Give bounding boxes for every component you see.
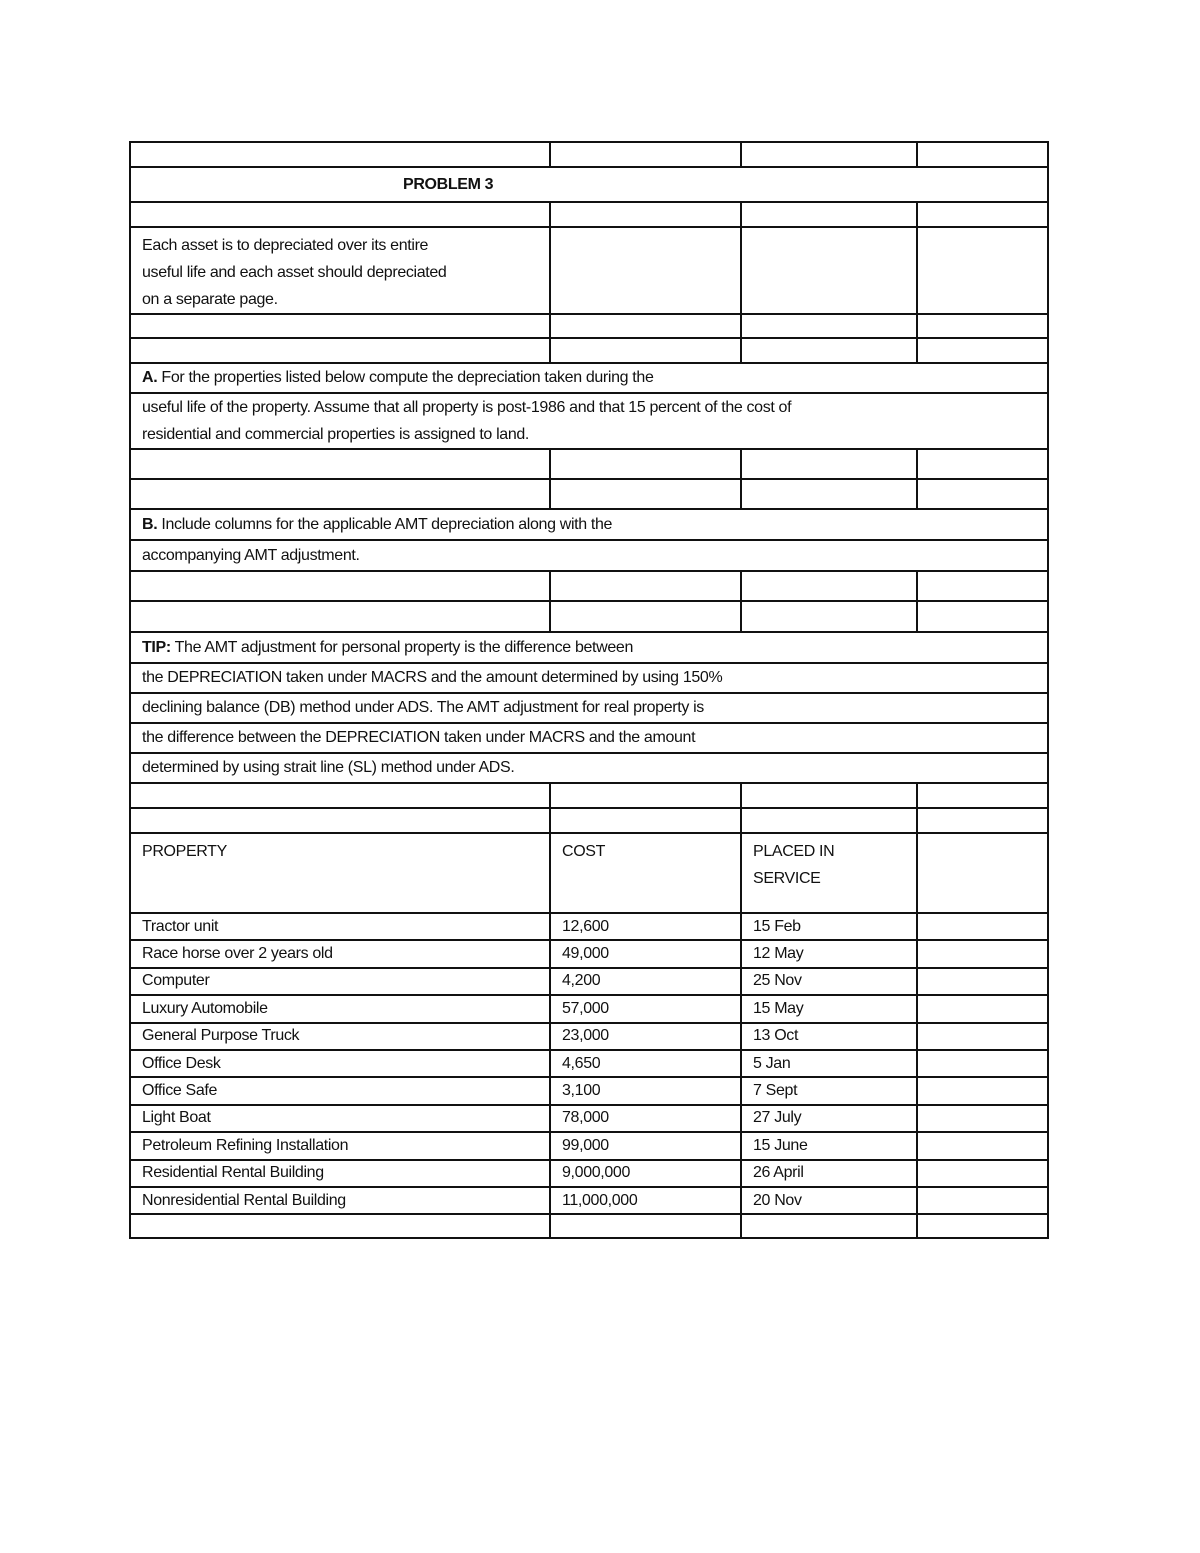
property-name: Office Desk [130, 1050, 550, 1077]
part-b-row [130, 540, 1048, 571]
part-b-label: B. [142, 515, 158, 533]
property-placed: 15 Feb [741, 913, 917, 940]
tip-row [130, 663, 1048, 693]
property-cost: 9,000,000 [550, 1160, 741, 1187]
property-name: Nonresidential Rental Building [130, 1187, 550, 1214]
blank-row [130, 338, 1048, 363]
property-name: Light Boat [130, 1105, 550, 1132]
tip-row [130, 632, 1048, 663]
property-cost: 57,000 [550, 995, 741, 1022]
part-b-line2: accompanying AMT adjustment. [130, 540, 1048, 571]
part-b-line1 [130, 509, 1048, 540]
tip-label: TIP: [142, 638, 171, 656]
blank-row [130, 479, 1048, 509]
part-a-line1 [130, 363, 1048, 393]
table-row [130, 1077, 1048, 1104]
property-name: Petroleum Refining Installation [130, 1132, 550, 1159]
blank-row [130, 1214, 1048, 1238]
property-name: Race horse over 2 years old [130, 940, 550, 967]
empty-cell [917, 940, 1048, 967]
property-cost: 4,650 [550, 1050, 741, 1077]
part-a-line3: residential and commercial properties is assigned to land. [142, 426, 530, 443]
table-row [130, 1023, 1048, 1050]
property-placed: 20 Nov [741, 1187, 917, 1214]
tip-line5: determined by using strait line (SL) method under ADS. [130, 753, 1048, 783]
blank-row [130, 601, 1048, 632]
property-cost: 49,000 [550, 940, 741, 967]
part-a-continued [130, 393, 1048, 449]
blank-row [130, 571, 1048, 601]
property-placed: 15 May [741, 995, 917, 1022]
part-b-text: Include columns for the applicable AMT depreciation along with the [157, 515, 613, 533]
tip-line3: declining balance (DB) method under ADS. The AMT adjustment for real property is [130, 693, 1048, 723]
property-cost: 99,000 [550, 1132, 741, 1159]
property-placed: 13 Oct [741, 1023, 917, 1050]
blank-row [130, 449, 1048, 479]
empty-cell [917, 1187, 1048, 1214]
header-placed-line2: SERVICE [753, 870, 821, 887]
intro-line: useful life and each asset should depreciated [142, 264, 447, 281]
property-placed: 12 May [741, 940, 917, 967]
header-property: PROPERTY [130, 833, 550, 913]
empty-cell [917, 1132, 1048, 1159]
part-a-text: For the properties listed below compute the depreciation taken during the [157, 369, 654, 386]
problem-title: PROBLEM 3 [130, 167, 1048, 202]
table-row [130, 1187, 1048, 1214]
tip-row [130, 693, 1048, 723]
empty-cell [917, 968, 1048, 995]
property-placed: 15 June [741, 1132, 917, 1159]
header-placed-line1: PLACED IN [753, 843, 835, 860]
intro-row [130, 227, 1048, 314]
table-row [130, 1050, 1048, 1077]
blank-row [130, 808, 1048, 833]
table-row [130, 1160, 1048, 1187]
property-placed: 27 July [741, 1105, 917, 1132]
property-placed: 5 Jan [741, 1050, 917, 1077]
property-name: Residential Rental Building [130, 1160, 550, 1187]
tip-line1 [130, 632, 1048, 663]
header-placed-in-service [741, 833, 917, 913]
part-a-line2: useful life of the property. Assume that all property is post-1986 and that 15 percent of the cost of [142, 399, 792, 416]
empty-cell [917, 1023, 1048, 1050]
part-a-row [130, 363, 1048, 393]
title-row [130, 167, 1048, 202]
empty-cell [917, 1077, 1048, 1104]
blank-row [130, 142, 1048, 167]
tip-text: The AMT adjustment for personal property is the difference between [170, 638, 633, 656]
table-row [130, 913, 1048, 940]
blank-row [130, 783, 1048, 808]
header-cost: COST [550, 833, 741, 913]
blank-row [130, 314, 1048, 338]
blank-row [130, 202, 1048, 227]
property-cost: 23,000 [550, 1023, 741, 1050]
property-cost: 11,000,000 [550, 1187, 741, 1214]
part-a-row [130, 393, 1048, 449]
property-cost: 12,600 [550, 913, 741, 940]
empty-cell [917, 1160, 1048, 1187]
intro-line: on a separate page. [142, 291, 278, 308]
property-name: Office Safe [130, 1077, 550, 1104]
intro-line: Each asset is to depreciated over its entire [142, 237, 429, 254]
table-row [130, 968, 1048, 995]
table-row [130, 995, 1048, 1022]
property-placed: 26 April [741, 1160, 917, 1187]
problem-table [129, 141, 1049, 1239]
property-name: General Purpose Truck [130, 1023, 550, 1050]
property-placed: 25 Nov [741, 968, 917, 995]
part-a-label: A. [142, 369, 158, 386]
tip-line4: the difference between the DEPRECIATION taken under MACRS and the amount [130, 723, 1048, 753]
property-cost: 78,000 [550, 1105, 741, 1132]
empty-cell [917, 913, 1048, 940]
intro-text [130, 227, 550, 314]
property-cost: 4,200 [550, 968, 741, 995]
empty-cell [917, 1050, 1048, 1077]
tip-row [130, 723, 1048, 753]
property-name: Computer [130, 968, 550, 995]
table-row [130, 940, 1048, 967]
tip-row [130, 753, 1048, 783]
property-name: Luxury Automobile [130, 995, 550, 1022]
empty-cell [917, 1105, 1048, 1132]
tip-line2: the DEPRECIATION taken under MACRS and the amount determined by using 150% [130, 663, 1048, 693]
header-row [130, 833, 1048, 913]
property-placed: 7 Sept [741, 1077, 917, 1104]
part-b-row [130, 509, 1048, 540]
property-name: Tractor unit [130, 913, 550, 940]
table-row [130, 1105, 1048, 1132]
property-cost: 3,100 [550, 1077, 741, 1104]
empty-cell [917, 995, 1048, 1022]
table-row [130, 1132, 1048, 1159]
